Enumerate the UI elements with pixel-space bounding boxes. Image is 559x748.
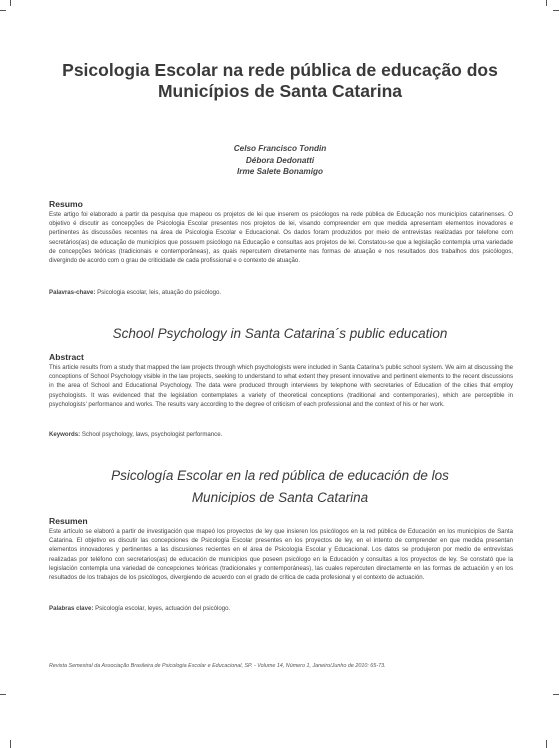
crop-mark-bottom-left-h — [0, 694, 6, 695]
keywords-label: Palabras clave: — [49, 605, 94, 612]
keywords-value: School psychology, laws, psychologist performance. — [80, 431, 223, 438]
abstract-heading: Abstract — [49, 352, 84, 362]
crop-mark-top-left-v — [10, 0, 11, 6]
spanish-title — [60, 465, 500, 509]
journal-footer: Revista Semestral da Associação Brasileira de Psicologia Escolar e Educacional, SP. - Volume 14, Número 1, Janeiro/Junho de 2010: 65-73. — [49, 663, 386, 669]
author-list — [140, 143, 420, 178]
keywords-label: Keywords: — [49, 431, 81, 438]
resumen-keywords — [49, 604, 513, 613]
keywords-label: Palavras-chave: — [49, 289, 96, 296]
article-title: Psicologia Escolar na rede pública de educação dos Municípios de Santa Catarina — [62, 60, 498, 101]
keywords-value: Psicologia escolar, leis, atuação do psicólogo. — [95, 289, 222, 296]
author-name: Débora Dedonatti — [245, 155, 315, 165]
crop-mark-top-right-h — [553, 10, 559, 11]
crop-mark-bottom-right-v — [546, 740, 547, 748]
crop-mark-top-left-h — [0, 10, 6, 11]
english-title: School Psychology in Santa Catarina´s public education — [112, 326, 448, 341]
crop-mark-bottom-right-h — [553, 694, 559, 695]
crop-mark-bottom-left-v — [10, 740, 11, 748]
resumo-keywords — [49, 288, 513, 297]
resumen-heading: Resumen — [49, 516, 88, 526]
spanish-title-line: Municipios de Santa Catarina — [191, 490, 369, 505]
keywords-value: Psicología escolar, leyes, actuación del psicólogo. — [93, 605, 231, 612]
abstract-keywords — [49, 430, 513, 439]
crop-mark-top-right-v — [546, 0, 547, 6]
author-name: Celso Francisco Tondin — [233, 144, 327, 153]
author-name: Irme Salete Bonamigo — [237, 167, 323, 176]
resumen-text: Este artículo se elaboró a partir de investigación que mapeó los proyectos de ley que insieren los psicólogos en la red pública de Educación en los municipios de Santa Catarina. El objetivo es discutir las concepciones de Psicología Escolar presentes en los proyectos de ley, en el intento de comprender en que medida presentan elementos innovadores y pertinentes a las discusiones recientes en el área de Psicología Escolar y Educacional. Los datos se produjeron por medio de entrevistas realizadas por teléfono con secretarios(as) de educación de municipios que poseen psicólogo en la Educación y consultas a los proyectos de ley. Se constató que la legislación contempla una variedad de concepciones teóricas (tradicionales y contemporáneas), las cuales repercuten directamente en las formas de actuación y en los resultados de los trabajos de los psicólogos, divergiendo de acuerdo con el grado de crítica de cada profesional y el contexto de actuación. — [49, 528, 513, 582]
resumo-heading: Resumo — [49, 199, 83, 209]
spanish-title-line: Psicología Escolar en la red pública de educación de los — [111, 468, 449, 483]
abstract-text: This article results from a study that mapped the law projects through which psychologists were included in Santa Catarina's public school system. We aim at discussing the conceptions of School Psychology visible in the law projects, seeking to understand to what extent they present innovative and pertinent elements to the recent discussions in the area of School and Educational Psychology. The data were produced through interviews by telephone with secretaries of Education of the cities that employ psychologists. It was evidenced that the legislation contemplates a variety of theoretical conceptions (traditional and contemporaries), which are perceptible in psychologists' performance and works. The results vary according to the degree of criticism of each professional and the context of his or her work. — [49, 364, 513, 408]
resumo-text: Este artigo foi elaborado a partir da pesquisa que mapeou os projetos de lei que inserem os psicólogos na rede pública de Educação nos municípios catarinenses. O objetivo é discutir as concepções de Psicologia Escolar presentes nos projetos de lei, visando compreender em que medida apresentam elementos inovadores e pertinentes às discussões recentes na área de Psicologia Escolar e Educacional. Os dados foram produzidos por meio de entrevistas realizadas por telefone com secretários(as) de educação de municípios que possuem psicólogo na Educação e consultas aos projetos de lei. Constatou-se que a legislação contempla uma variedade de concepções teóricas (tradicionais e contemporâneas), as quais repercutem diretamente nas formas de atuação e nos resultados dos trabalhos dos psicólogos, divergindo de acordo com o grau de criticidade de cada profissional e o contexto de atuação. — [49, 211, 513, 265]
